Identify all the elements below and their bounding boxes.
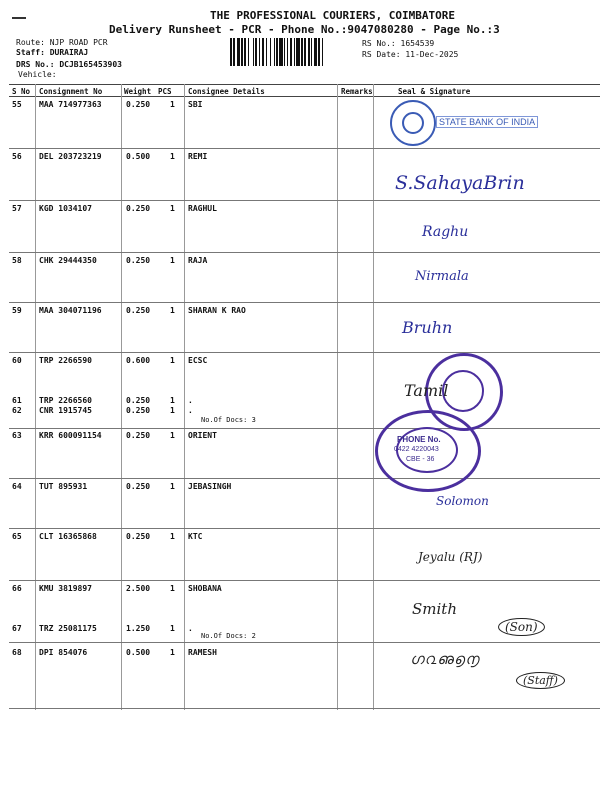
row-consignment: KMU 3819897 <box>39 584 92 593</box>
row-consignee: SHARAN K RAO <box>188 306 246 315</box>
row-consignee: . <box>188 624 193 633</box>
col-divider <box>337 84 338 710</box>
col-seal-header: Seal & Signature <box>398 87 471 96</box>
row-sno: 60 <box>12 356 22 365</box>
sbi-seal-icon <box>390 100 436 146</box>
row-consignee: RAJA <box>188 256 208 265</box>
rs-date-text: RS Date: 11-Dec-2025 <box>362 50 459 59</box>
row-consignment: MAA 304071196 <box>39 306 102 315</box>
col-divider <box>35 84 36 710</box>
row-weight: 0.250 <box>126 482 151 491</box>
row-consignee: . <box>188 406 193 415</box>
row-pcs: 1 <box>170 624 175 633</box>
row-consignee: SBI <box>188 100 203 109</box>
row-weight: 0.500 <box>126 152 151 161</box>
row-consignment: KRR 600091154 <box>39 431 102 440</box>
signature: ഗ൨ഌ൭൱ <box>410 650 480 668</box>
row-weight: 0.250 <box>126 256 151 265</box>
signature: Solomon <box>436 494 489 508</box>
row-divider <box>9 478 600 479</box>
rs-no-text: RS No.: 1654539 <box>362 39 435 48</box>
row-divider <box>9 428 600 429</box>
company-title: THE PROFESSIONAL COURIERS, COIMBATORE <box>210 9 456 22</box>
row-pcs: 1 <box>170 204 175 213</box>
barcode <box>230 38 356 66</box>
row-weight: 0.250 <box>126 204 151 213</box>
col-divider <box>184 84 185 710</box>
row-consignment: CLT 16365868 <box>39 532 97 541</box>
col-divider <box>121 84 122 710</box>
row-consignee: RAGHUL <box>188 204 217 213</box>
row-weight: 0.500 <box>126 648 151 657</box>
row-pcs: 1 <box>170 482 175 491</box>
stamp-phone-city: CBE - 36 <box>406 456 435 463</box>
row-weight: 0.250 <box>126 100 151 109</box>
row-consignment: KGD 1034107 <box>39 204 92 213</box>
row-weight: 0.250 <box>126 406 151 415</box>
stamp-phone-label: PHONE No. <box>397 435 441 444</box>
row-sno: 66 <box>12 584 22 593</box>
col-remarks-header: Remarks <box>341 87 373 96</box>
row-pcs: 1 <box>170 256 175 265</box>
row-weight: 2.500 <box>126 584 151 593</box>
row-pcs: 1 <box>170 396 175 405</box>
row-sno: 63 <box>12 431 22 440</box>
col-consignment-header: Consignment No <box>39 87 103 96</box>
row-divider <box>9 302 600 303</box>
signature: Tamil <box>404 381 449 400</box>
row-sno: 62 <box>12 406 22 415</box>
row-weight: 1.250 <box>126 624 151 633</box>
row-consignee: REMI <box>188 152 208 161</box>
row-consignee: SHOBANA <box>188 584 222 593</box>
row-consignment: CNR 1915745 <box>39 406 92 415</box>
row-consignment: DEL 203723219 <box>39 152 102 161</box>
row-sno: 61 <box>12 396 22 405</box>
row-consignment: TRP 2266590 <box>39 356 92 365</box>
row-pcs: 1 <box>170 431 175 440</box>
table-top-border <box>9 84 600 85</box>
row-pcs: 1 <box>170 356 175 365</box>
row-sno: 59 <box>12 306 22 315</box>
route-text: Route: NJP ROAD PCR <box>16 38 108 47</box>
row-pcs: 1 <box>170 648 175 657</box>
row-weight: 0.250 <box>126 431 151 440</box>
row-divider <box>9 148 600 149</box>
row-weight: 0.250 <box>126 396 151 405</box>
sbi-stamp-text: STATE BANK OF INDIA <box>436 116 538 128</box>
row-sno: 55 <box>12 100 22 109</box>
row-consignment: CHK 29444350 <box>39 256 97 265</box>
row-divider <box>9 708 600 709</box>
row-sno: 67 <box>12 624 22 633</box>
row-sno: 64 <box>12 482 22 491</box>
row-consignee: ORIENT <box>188 431 217 440</box>
runsheet-subtitle: Delivery Runsheet - PCR - Phone No.:9047080280 - Page No.:3 <box>109 23 500 36</box>
row-sno: 68 <box>12 648 22 657</box>
row-consignee: . <box>188 396 193 405</box>
row-divider <box>9 642 600 643</box>
col-consignee-header: Consignee Details <box>188 87 265 96</box>
row-consignee: JEBASINGH <box>188 482 232 491</box>
signature: Raghu <box>422 224 469 240</box>
row-consignment: DPI 854076 <box>39 648 88 657</box>
row-sno: 56 <box>12 152 22 161</box>
signature: Bruhn <box>402 318 453 337</box>
col-sno-header: S No <box>12 87 31 96</box>
row-consignee: RAMESH <box>188 648 217 657</box>
row-sno: 58 <box>12 256 22 265</box>
drs-text: DRS No.: DCJB165453903 <box>16 60 122 69</box>
signature: (Staff) <box>516 672 565 689</box>
col-weight-header: Weight <box>124 87 152 96</box>
row-divider <box>9 352 600 353</box>
staff-text: Staff: DURAIRAJ <box>16 48 89 57</box>
signature: Jeyalu (RJ) <box>418 550 483 564</box>
col-divider <box>373 84 374 710</box>
row-pcs: 1 <box>170 152 175 161</box>
row-consignee: ECSC <box>188 356 208 365</box>
row-pcs: 1 <box>170 532 175 541</box>
row-weight: 0.600 <box>126 356 151 365</box>
row-pcs: 1 <box>170 584 175 593</box>
row-pcs: 1 <box>170 100 175 109</box>
row-consignee: KTC <box>188 532 203 541</box>
docs-note: No.Of Docs: 3 <box>201 416 256 424</box>
row-pcs: 1 <box>170 406 175 415</box>
row-consignment: TRP 2266560 <box>39 396 92 405</box>
row-pcs: 1 <box>170 306 175 315</box>
row-divider <box>9 528 600 529</box>
row-consignment: TUT 895931 <box>39 482 88 491</box>
signature: Nirmala <box>415 269 469 284</box>
row-consignment: TRZ 25081175 <box>39 624 97 633</box>
header-dash <box>12 17 26 19</box>
row-sno: 57 <box>12 204 22 213</box>
vehicle-text: Vehicle: <box>18 70 57 79</box>
row-divider <box>9 580 600 581</box>
row-weight: 0.250 <box>126 306 151 315</box>
col-pcs-header: PCS <box>158 87 172 96</box>
signature: (Son) <box>498 618 545 636</box>
row-consignment: MAA 714977363 <box>39 100 102 109</box>
table-header-border <box>9 96 600 97</box>
row-divider <box>9 252 600 253</box>
stamp-phone-number: 0422 4220043 <box>394 446 439 453</box>
row-divider <box>9 200 600 201</box>
signature: S.SahayaBrin <box>395 172 525 194</box>
docs-note: No.Of Docs: 2 <box>201 632 256 640</box>
signature: Smith <box>412 600 457 618</box>
row-weight: 0.250 <box>126 532 151 541</box>
row-sno: 65 <box>12 532 22 541</box>
